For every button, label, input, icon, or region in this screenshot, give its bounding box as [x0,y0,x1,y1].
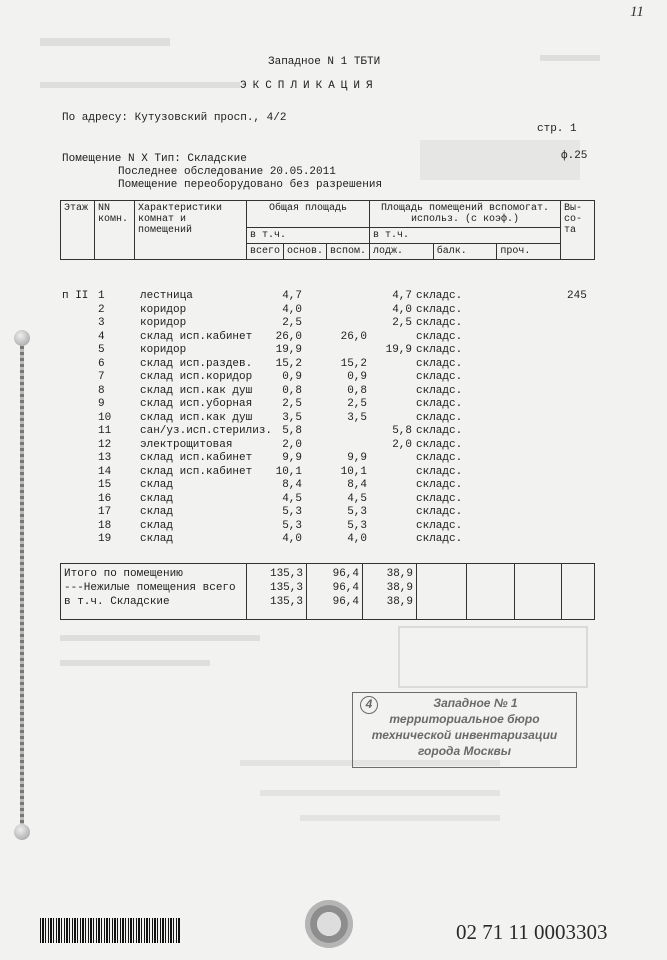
room-description: лестница [140,290,193,302]
area-aux: 2,0 [392,438,412,451]
area-total: 3,5 [282,411,302,424]
floor-value: п II [62,290,89,302]
height-value: 245 [567,290,587,302]
table-row [62,520,602,534]
area-total: 10,1 [275,465,302,478]
totals-all-value: 135,3 [269,582,303,594]
bleed-through-line [60,660,210,666]
room-number: 9 [98,398,105,410]
room-description: склад исп.кабинет [140,465,253,478]
area-main: 3,5 [347,411,367,424]
area-total: 2,5 [282,398,302,410]
bleed-through-line [40,38,170,46]
folio-label: ф.25 [561,150,588,162]
room-description: электрощитовая [140,438,233,451]
binding-thread [20,346,24,824]
binding-cord [14,330,30,840]
room-class: складс. [416,290,463,302]
room-description: склад [140,479,174,491]
table-row [62,398,602,412]
totals-aux-value: 38,9 [386,582,413,594]
room-line: Помещение N X Тип: Складские [62,153,247,165]
header-floor: Этаж [61,201,95,260]
totals-label: ---Нежилые помещения всего [64,582,236,594]
area-total: 4,0 [282,303,302,316]
table-row [62,452,602,466]
totals-all-value: 135,3 [269,568,303,580]
area-total: 2,0 [282,438,302,451]
area-total: 2,5 [282,317,302,329]
table-row [62,317,602,331]
room-description: склад исп.как душ [140,384,253,397]
totals-labels [61,564,247,620]
bleed-through-block [420,140,580,180]
bleed-through-table [398,626,588,688]
table-row [62,331,602,345]
table-row [62,371,602,385]
barcode [40,918,180,943]
header-other: проч. [497,244,561,260]
room-description: коридор [140,344,187,356]
totals-main-value: 96,4 [332,568,359,580]
room-class: складс. [416,317,463,329]
table-row [62,479,602,493]
room-number: 2 [98,303,105,316]
room-class: складс. [416,465,463,478]
totals-label: Итого по помещению [64,568,183,580]
totals-all [247,564,307,620]
table-row [62,506,602,520]
address-line: По адресу: Кутузовский просп., 4/2 [62,112,287,124]
room-description: коридор [140,303,187,316]
room-class: складс. [416,452,463,464]
room-class: складс. [416,330,463,343]
table-row [62,425,602,439]
bleed-through-line [60,635,260,641]
area-total: 0,9 [282,371,302,383]
totals-height [562,564,595,620]
totals-balcony [467,564,515,620]
handwritten-page-number: 11 [630,4,644,20]
room-description: склад исп.коридор [140,371,253,383]
room-class: складс. [416,438,463,451]
totals-label: в т.ч. Складские [64,596,170,608]
room-class: складс. [416,425,463,437]
bleed-through-line [40,82,240,88]
bureau-stamp [352,692,577,768]
table-row [62,358,602,372]
area-aux: 19,9 [385,344,412,356]
room-class: складс. [416,533,463,545]
area-total: 4,5 [282,492,302,505]
totals-main [307,564,363,620]
room-number: 8 [98,384,105,397]
area-total: 8,4 [282,479,302,491]
room-number: 16 [98,492,112,505]
bleed-through-line [260,790,500,796]
area-aux: 4,0 [392,303,412,316]
binding-knob [14,330,30,346]
area-main: 10,1 [340,465,367,478]
area-total: 19,9 [275,344,302,356]
room-class: складс. [416,479,463,491]
room-class: складс. [416,344,463,356]
room-number: 10 [98,411,112,424]
table-row [62,533,602,547]
header-aux: вспом. [327,244,370,260]
stamp-line: технической инвентаризации [371,728,558,742]
document-number: 02 71 11 0003303 [456,920,608,944]
room-number: 1 [98,290,105,302]
table-row [62,412,602,426]
room-description: склад исп.как душ [140,411,253,424]
room-class: складс. [416,411,463,424]
area-total: 26,0 [275,330,302,343]
room-number: 15 [98,479,112,491]
bureau-name: Западное N 1 ТБТИ [268,56,381,68]
room-number: 19 [98,533,112,545]
table-row [62,290,602,304]
header-all: всего [247,244,284,260]
area-main: 26,0 [340,330,367,343]
room-number: 11 [98,425,112,437]
room-class: складс. [416,384,463,397]
room-class: складс. [416,506,463,518]
header-aux-area: Площадь помещений вспомогат. использ. (с коэф.) [370,201,561,228]
header-loggia: лодж. [370,244,434,260]
room-description: склад [140,533,174,545]
totals-aux [363,564,417,620]
inspection-line: Последнее обследование 20.05.2011 [118,166,336,178]
hologram-seal [305,900,353,948]
header-aux-incl: в т.ч. [370,228,561,244]
room-number: 5 [98,344,105,356]
table-row [62,493,602,507]
room-description: коридор [140,317,187,329]
page-label: стр. 1 [537,123,577,135]
header-description: Характеристики комнат и помещений [135,201,247,260]
area-aux: 2,5 [392,317,412,329]
room-class: складс. [416,357,463,370]
room-class: складс. [416,371,463,383]
room-class: складс. [416,519,463,532]
stamp-line: города Москвы [417,744,512,758]
room-description: склад [140,519,174,532]
area-main: 8,4 [347,479,367,491]
area-total: 5,8 [282,425,302,437]
room-number: 4 [98,330,105,343]
room-class: складс. [416,303,463,316]
area-aux: 4,7 [392,290,412,302]
area-main: 4,0 [347,533,367,545]
header-incl: в т.ч. [247,228,370,244]
totals-table [60,563,595,620]
explication-table-header [60,200,595,260]
room-number: 14 [98,465,112,478]
area-total: 9,9 [282,452,302,464]
totals-main-value: 96,4 [332,582,359,594]
area-main: 2,5 [347,398,367,410]
table-row [62,304,602,318]
area-total: 5,3 [282,519,302,532]
room-number: 17 [98,506,112,518]
table-row [62,385,602,399]
header-total-area: Общая площадь [247,201,370,228]
area-total: 4,0 [282,533,302,545]
area-main: 9,9 [347,452,367,464]
room-description: склад исп.раздев. [140,357,253,370]
room-description: склад [140,492,174,505]
table-row [62,344,602,358]
header-height: Вы-со-та [561,201,595,260]
stamp-line: территориальное бюро [389,712,540,726]
totals-other [515,564,562,620]
explication-rows [62,290,602,547]
room-number: 6 [98,357,105,370]
area-main: 5,3 [347,506,367,518]
header-room-no: NN комн. [95,201,135,260]
room-number: 12 [98,438,112,451]
room-description: склад исп.кабинет [140,452,253,464]
area-main: 5,3 [347,519,367,532]
totals-aux-value: 38,9 [386,568,413,580]
totals-all-value: 135,3 [269,596,303,608]
room-description: склад [140,506,174,518]
area-total: 4,7 [282,290,302,302]
totals-main-value: 96,4 [332,596,359,608]
table-row [62,466,602,480]
totals-aux-value: 38,9 [386,596,413,608]
stamp-number: 4 [360,696,378,714]
doc-title: ЭКСПЛИКАЦИЯ [240,80,379,92]
bleed-through-line [540,55,600,61]
room-number: 7 [98,371,105,383]
binding-knob [14,824,30,840]
room-number: 18 [98,519,112,532]
area-total: 15,2 [275,357,302,370]
area-main: 0,8 [347,384,367,397]
area-aux: 5,8 [392,425,412,437]
bleed-through-line [300,815,500,821]
area-total: 5,3 [282,506,302,518]
room-class: складс. [416,398,463,410]
area-main: 4,5 [347,492,367,505]
table-row [62,439,602,453]
room-description: сан/уз.исп.стерилиз. [140,425,273,437]
stamp-line: Западное № 1 [433,696,518,710]
area-main: 15,2 [340,357,367,370]
room-description: склад исп.кабинет [140,330,253,343]
room-class: складс. [416,492,463,505]
totals-loggia [417,564,467,620]
area-total: 0,8 [282,384,302,397]
reequip-line: Помещение переоборудовано без разрешения [118,179,383,191]
room-number: 3 [98,317,105,329]
header-main: основ. [284,244,327,260]
area-main: 0,9 [347,371,367,383]
header-balcony: балк. [433,244,497,260]
room-description: склад исп.уборная [140,398,253,410]
room-number: 13 [98,452,112,464]
